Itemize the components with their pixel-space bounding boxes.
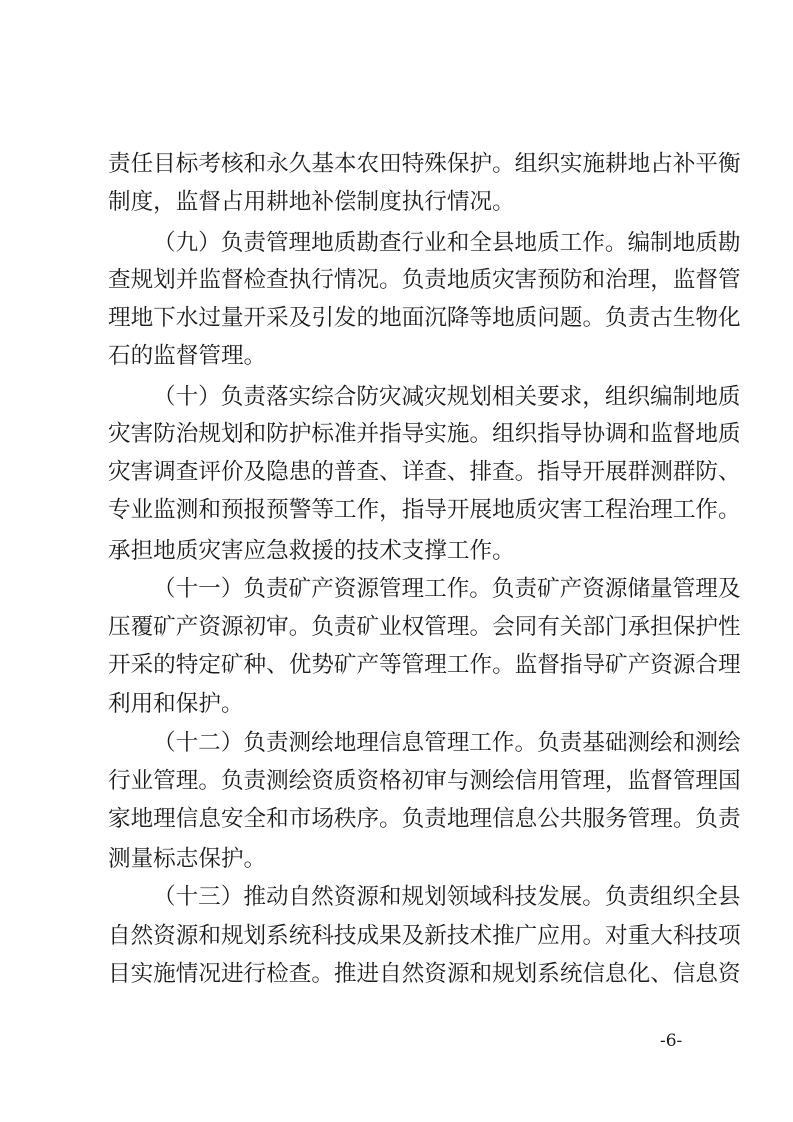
page-number: -6-	[660, 1031, 683, 1051]
text-line: 承担地质灾害应急救援的技术支撑工作。	[108, 538, 515, 564]
text-line: （九）负责管理地质勘查行业和全县地质工作。编制地质勘	[153, 230, 741, 256]
text-line: （十二）负责测绘地理信息管理工作。负责基础测绘和测绘	[153, 730, 741, 756]
text-line: 责任目标考核和永久基本农田特殊保护。组织实施耕地占补平衡	[108, 151, 741, 177]
text-line: 家地理信息安全和市场秩序。负责地理信息公共服务管理。负责	[108, 806, 741, 832]
text-line: 灾害防治规划和防护标准并指导实施。组织指导协调和监督地质	[108, 421, 741, 447]
text-line: 灾害调查评价及隐患的普查、详查、排查。指导开展群测群防、	[108, 459, 741, 485]
text-line: 开采的特定矿种、优势矿产等管理工作。监督指导矿产资源合理	[108, 652, 741, 678]
text-line: 专业监测和预报预警等工作，指导开展地质灾害工程治理工作。	[108, 497, 741, 523]
text-line: 石的监督管理。	[108, 343, 267, 369]
text-line: 测量标志保护。	[108, 846, 267, 872]
text-line: （十三）推动自然资源和规划领域科技发展。负责组织全县	[153, 884, 741, 910]
text-line: 制度，监督占用耕地补偿制度执行情况。	[108, 189, 515, 215]
text-line: 查规划并监督检查执行情况。负责地质灾害预防和治理，监督管	[108, 267, 741, 293]
text-line: 利用和保护。	[108, 691, 244, 717]
text-line: 理地下水过量开采及引发的地面沉降等地质问题。负责古生物化	[108, 305, 741, 331]
text-line: 压覆矿产资源初审。负责矿业权管理。会同有关部门承担保护性	[108, 614, 741, 640]
text-line: （十）负责落实综合防灾减灾规划相关要求，组织编制地质	[153, 384, 741, 410]
text-line: 自然资源和规划系统科技成果及新技术推广应用。对重大科技项	[108, 923, 741, 949]
text-line: （十一）负责矿产资源管理工作。负责矿产资源储量管理及	[153, 576, 741, 602]
text-line: 目实施情况进行检查。推进自然资源和规划系统信息化、信息资	[108, 961, 741, 987]
text-line: 行业管理。负责测绘资质资格初审与测绘信用管理，监督管理国	[108, 768, 741, 794]
